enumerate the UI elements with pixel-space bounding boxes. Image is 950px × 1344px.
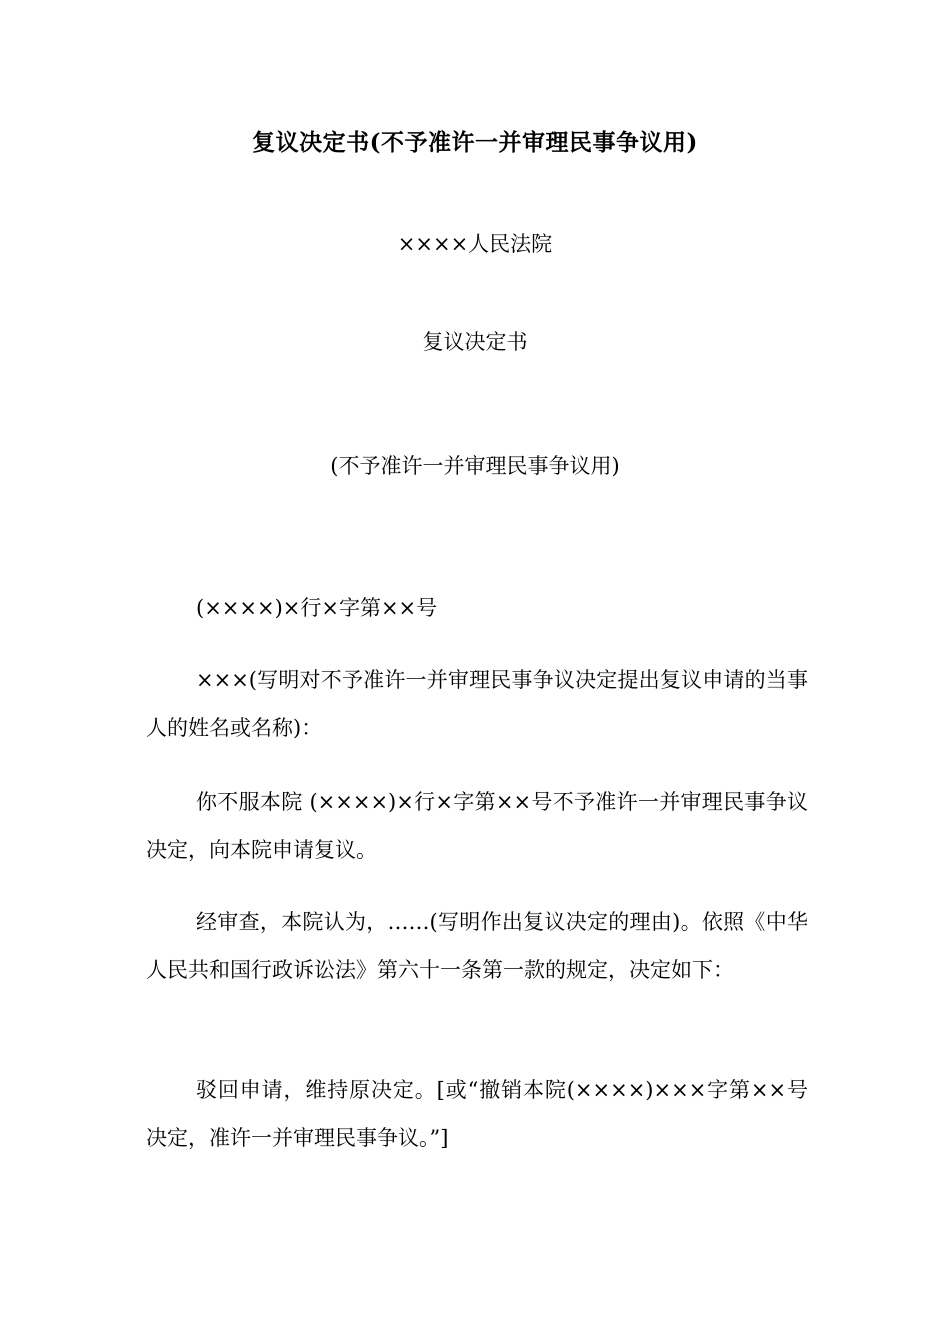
paragraph-appeal: 你不服本院 (××××)×行×字第××号不予准许一并审理民事争议决定，向本院申请复议。 (146, 790, 808, 862)
paragraph-reasoning: 经审查，本院认为，……(写明作出复议决定的理由)。依照《中华人民共和国行政诉讼法》第六十一条第一款的规定，决定如下： (146, 910, 808, 982)
document-type: 复议决定书 (422, 330, 528, 354)
court-name: ××××人民法院 (397, 232, 553, 256)
case-number: (××××)×行×字第××号 (196, 596, 438, 620)
addressee: ×××(写明对不予准许一并审理民事争议决定提出复议申请的当事人的姓名或名称)： (146, 668, 808, 740)
document-title: 复议决定书(不予准许一并审理民事争议用) (252, 129, 698, 156)
document-usage: (不予准许一并审理民事争议用) (330, 454, 620, 478)
paragraph-decision: 驳回申请，维持原决定。[或“撤销本院(××××)×××字第××号决定，准许一并审理民事争议。”] (146, 1078, 808, 1150)
